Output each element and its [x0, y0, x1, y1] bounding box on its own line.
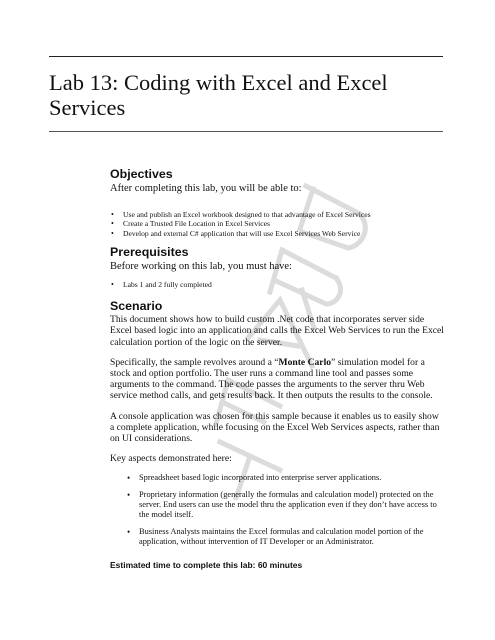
- scenario-section: [110, 299, 445, 547]
- prerequisites-list: [110, 280, 445, 290]
- key-aspects-list: [110, 473, 445, 547]
- list-item: • Spreadsheet based logic incorporated into enterprise server applications.: [127, 473, 445, 483]
- scenario-paragraph-2: Specifically, the sample revolves around a “Monte Carlo” simulation model for a stock and option portfolio. The user runs a command line tool and passes some arguments to the command. The code passes the arguments to the server thru Web service method calls, and gets results back. It then outputs the results to the console.: [110, 356, 433, 402]
- lab-content: [110, 167, 445, 570]
- title-bottom-rule: [49, 131, 443, 132]
- objectives-section: [110, 167, 445, 239]
- prerequisites-heading: Prerequisites: [110, 244, 189, 259]
- estimated-time: Estimated time to complete this lab: 60 minutes: [110, 560, 303, 571]
- list-item: • Labs 1 and 2 fully completed: [110, 280, 445, 290]
- objectives-list: [110, 210, 445, 239]
- list-item: • Business Analysts maintains the Excel formulas and calculation model portion of the application, without intervention of IT Developer or an Administrator.: [127, 527, 445, 547]
- prerequisites-section: [110, 245, 445, 290]
- scenario-heading: Scenario: [110, 299, 163, 314]
- monte-carlo-term: Monte Carlo: [278, 356, 332, 368]
- list-item: • Create a Trusted File Location in Excel Services: [110, 219, 445, 229]
- list-item: • Use and publish an Excel workbook designed to that advantage of Excel Services: [110, 210, 445, 220]
- list-item: • Proprietary information (generally the formulas and calculation model) protected on the server. End users can use the model thru the application even if they don’t have access to the model itself.: [127, 490, 445, 520]
- objectives-lead: After completing this lab, you will be able to:: [110, 183, 302, 194]
- scenario-paragraph-3: A console application was chosen for this sample because it enables us to easily show a complete application, while focusing on the Excel Web Services aspects, rather than on UI considerations.: [110, 410, 440, 445]
- top-rule: [49, 56, 443, 57]
- key-aspects-lead: Key aspects demonstrated here:: [110, 453, 232, 465]
- page-title: Lab 13: Coding with Excel and Excel Services: [49, 70, 388, 120]
- objectives-heading: Objectives: [110, 167, 173, 181]
- list-item: • Develop and external C# application that will use Excel Services Web Service: [110, 229, 445, 239]
- scenario-paragraph-1: This document shows how to build custom .Net code that incorporates server side Excel based logic into an application and calls the Excel Web Services to run the Excel calculation portion of the logic on the server.: [110, 314, 444, 348]
- prerequisites-lead: Before working on this lab, you must have:: [110, 260, 292, 272]
